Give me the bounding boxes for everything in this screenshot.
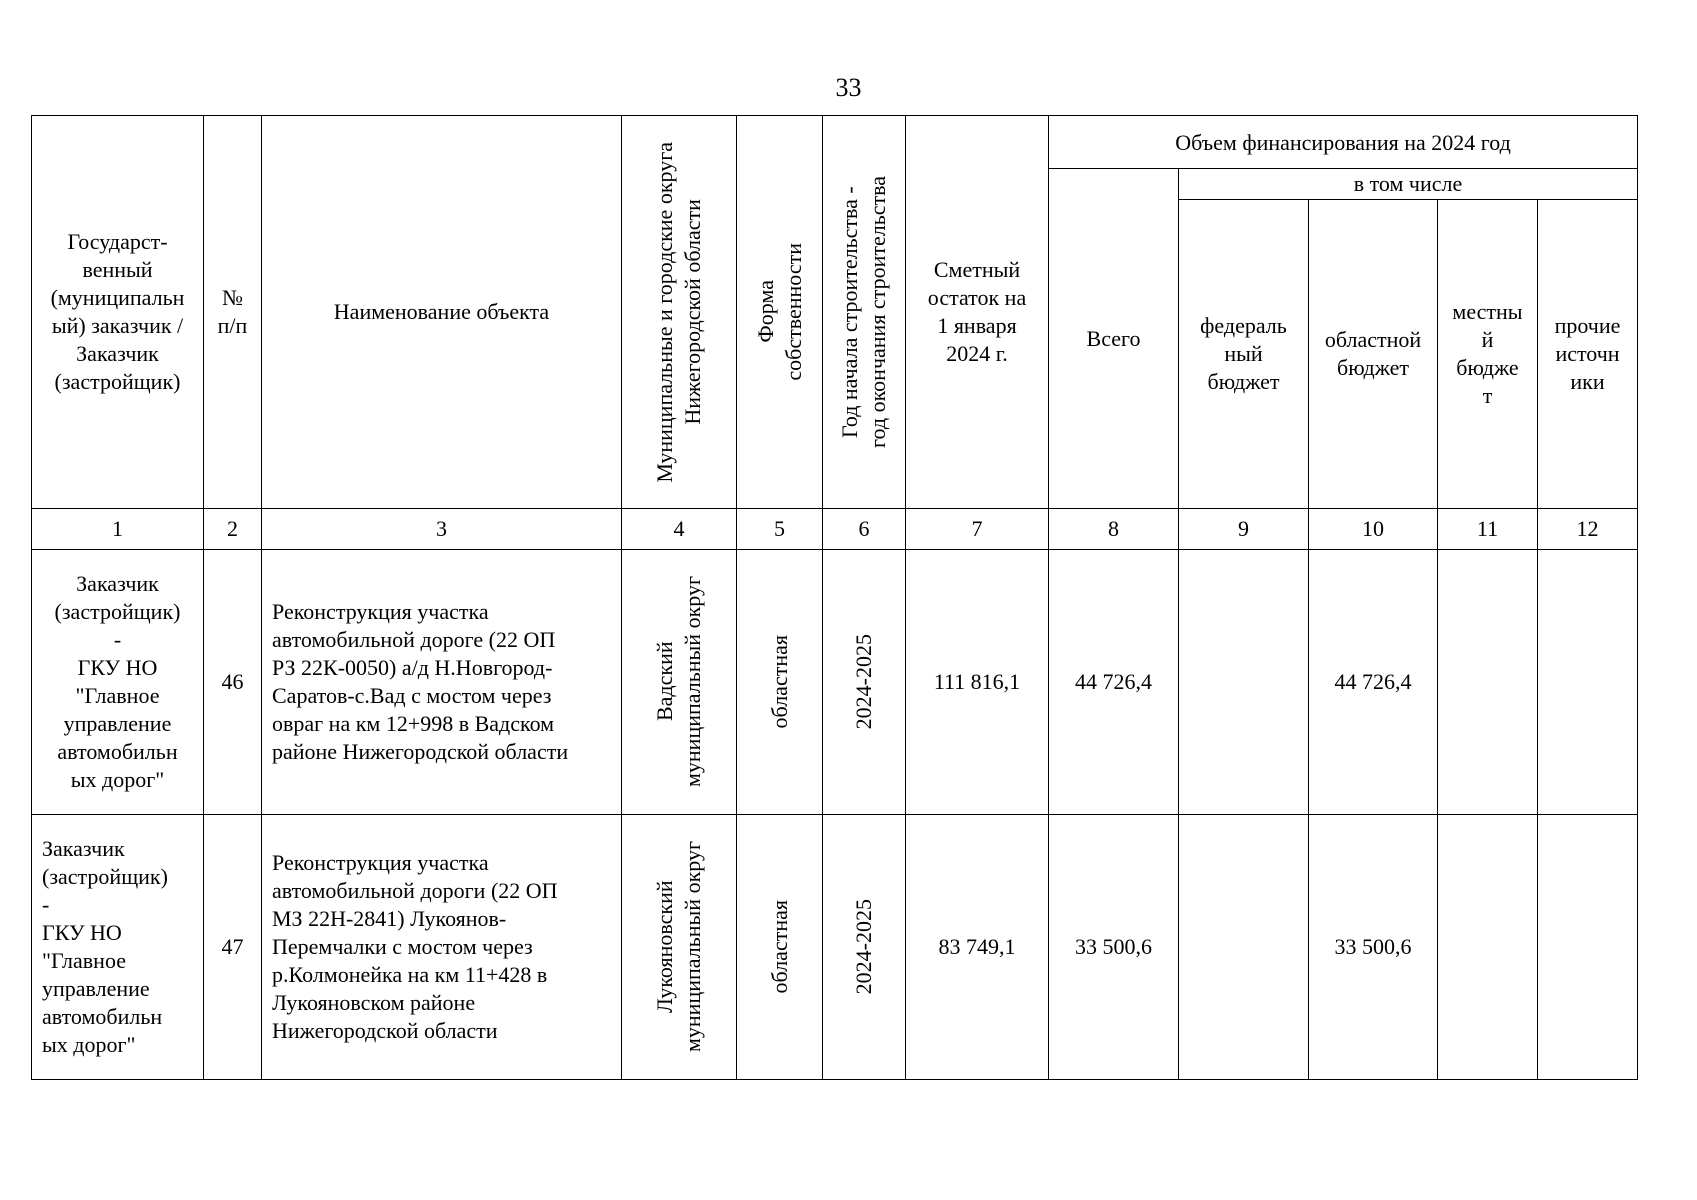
column-number: 12 — [1538, 509, 1638, 550]
cell-district — [622, 550, 737, 815]
header-object-name: Наименование объекта — [262, 116, 622, 509]
cell-customer: Заказчик (застройщик) - ГКУ НО "Главное управление автомобильн ых дорог" — [32, 815, 204, 1080]
header-ownership — [737, 116, 823, 509]
column-number-row — [32, 509, 1638, 550]
cell-years-text: 2024-2025 — [851, 634, 876, 730]
cell-district — [622, 815, 737, 1080]
cell-other — [1538, 550, 1638, 815]
header-district-text: Муниципальные и городские округа Нижегородской области — [652, 141, 705, 483]
cell-number: 47 — [204, 815, 262, 1080]
cell-total: 33 500,6 — [1049, 815, 1179, 1080]
header-ownership-text: Форма собственности — [752, 243, 806, 381]
header-number: № п/п — [204, 116, 262, 509]
cell-local — [1438, 815, 1538, 1080]
cell-federal — [1179, 550, 1309, 815]
cell-ownership-text: областная — [766, 635, 792, 729]
header-years — [823, 116, 906, 509]
header-local: местны й бюдже т — [1438, 200, 1538, 509]
cell-estimate: 83 749,1 — [906, 815, 1049, 1080]
header-estimate: Сметный остаток на 1 января 2024 г. — [906, 116, 1049, 509]
cell-district-text: Вадский муниципальный округ — [652, 576, 705, 788]
cell-federal — [1179, 815, 1309, 1080]
cell-object-name: Реконструкция участка автомобильной дороге (22 ОП РЗ 22К-0050) а/д Н.Новгород- Саратов-с.Вад с мостом через овраг на км 12+998 в Вадском районе Нижегородской области — [262, 550, 622, 815]
cell-number: 46 — [204, 550, 262, 815]
header-total: Всего — [1049, 169, 1179, 509]
column-number: 11 — [1438, 509, 1538, 550]
cell-years-text: 2024-2025 — [851, 899, 876, 995]
column-number: 5 — [737, 509, 823, 550]
header-district — [622, 116, 737, 509]
column-number: 8 — [1049, 509, 1179, 550]
column-number: 4 — [622, 509, 737, 550]
cell-local — [1438, 550, 1538, 815]
cell-customer: Заказчик (застройщик) - ГКУ НО "Главное управление автомобильн ых дорог" — [32, 550, 204, 815]
header-customer: Государст- венный (муниципальн ый) заказчик / Заказчик (застройщик) — [32, 116, 204, 509]
header-years-text: Год начала строительства - год окончания строительства — [837, 176, 890, 448]
cell-regional: 33 500,6 — [1309, 815, 1438, 1080]
cell-object-name: Реконструкция участка автомобильной дороги (22 ОП МЗ 22Н-2841) Лукоянов- Перемчалки с мостом через р.Колмонейка на км 11+428 в Лукояновском районе Нижегородской области — [262, 815, 622, 1080]
column-number: 9 — [1179, 509, 1309, 550]
header-including: в том числе — [1179, 169, 1638, 200]
cell-years — [823, 550, 906, 815]
cell-ownership — [737, 550, 823, 815]
column-number: 6 — [823, 509, 906, 550]
cell-years — [823, 815, 906, 1080]
header-regional: областной бюджет — [1309, 200, 1438, 509]
column-number: 7 — [906, 509, 1049, 550]
cell-estimate: 111 816,1 — [906, 550, 1049, 815]
cell-ownership-text: областная — [766, 900, 792, 994]
header-federal: федераль ный бюджет — [1179, 200, 1309, 509]
column-number: 1 — [32, 509, 204, 550]
cell-other — [1538, 815, 1638, 1080]
financing-table — [31, 115, 1638, 1080]
cell-district-text: Лукояновский муниципальный округ — [652, 841, 705, 1053]
column-number: 10 — [1309, 509, 1438, 550]
table-row — [32, 815, 1638, 1080]
header-financing: Объем финансирования на 2024 год — [1049, 116, 1638, 169]
header-row — [32, 116, 1638, 169]
page-number: 33 — [835, 73, 862, 102]
cell-ownership — [737, 815, 823, 1080]
header-other: прочие источн ики — [1538, 200, 1638, 509]
cell-regional: 44 726,4 — [1309, 550, 1438, 815]
column-number: 2 — [204, 509, 262, 550]
table-row — [32, 550, 1638, 815]
column-number: 3 — [262, 509, 622, 550]
cell-total: 44 726,4 — [1049, 550, 1179, 815]
